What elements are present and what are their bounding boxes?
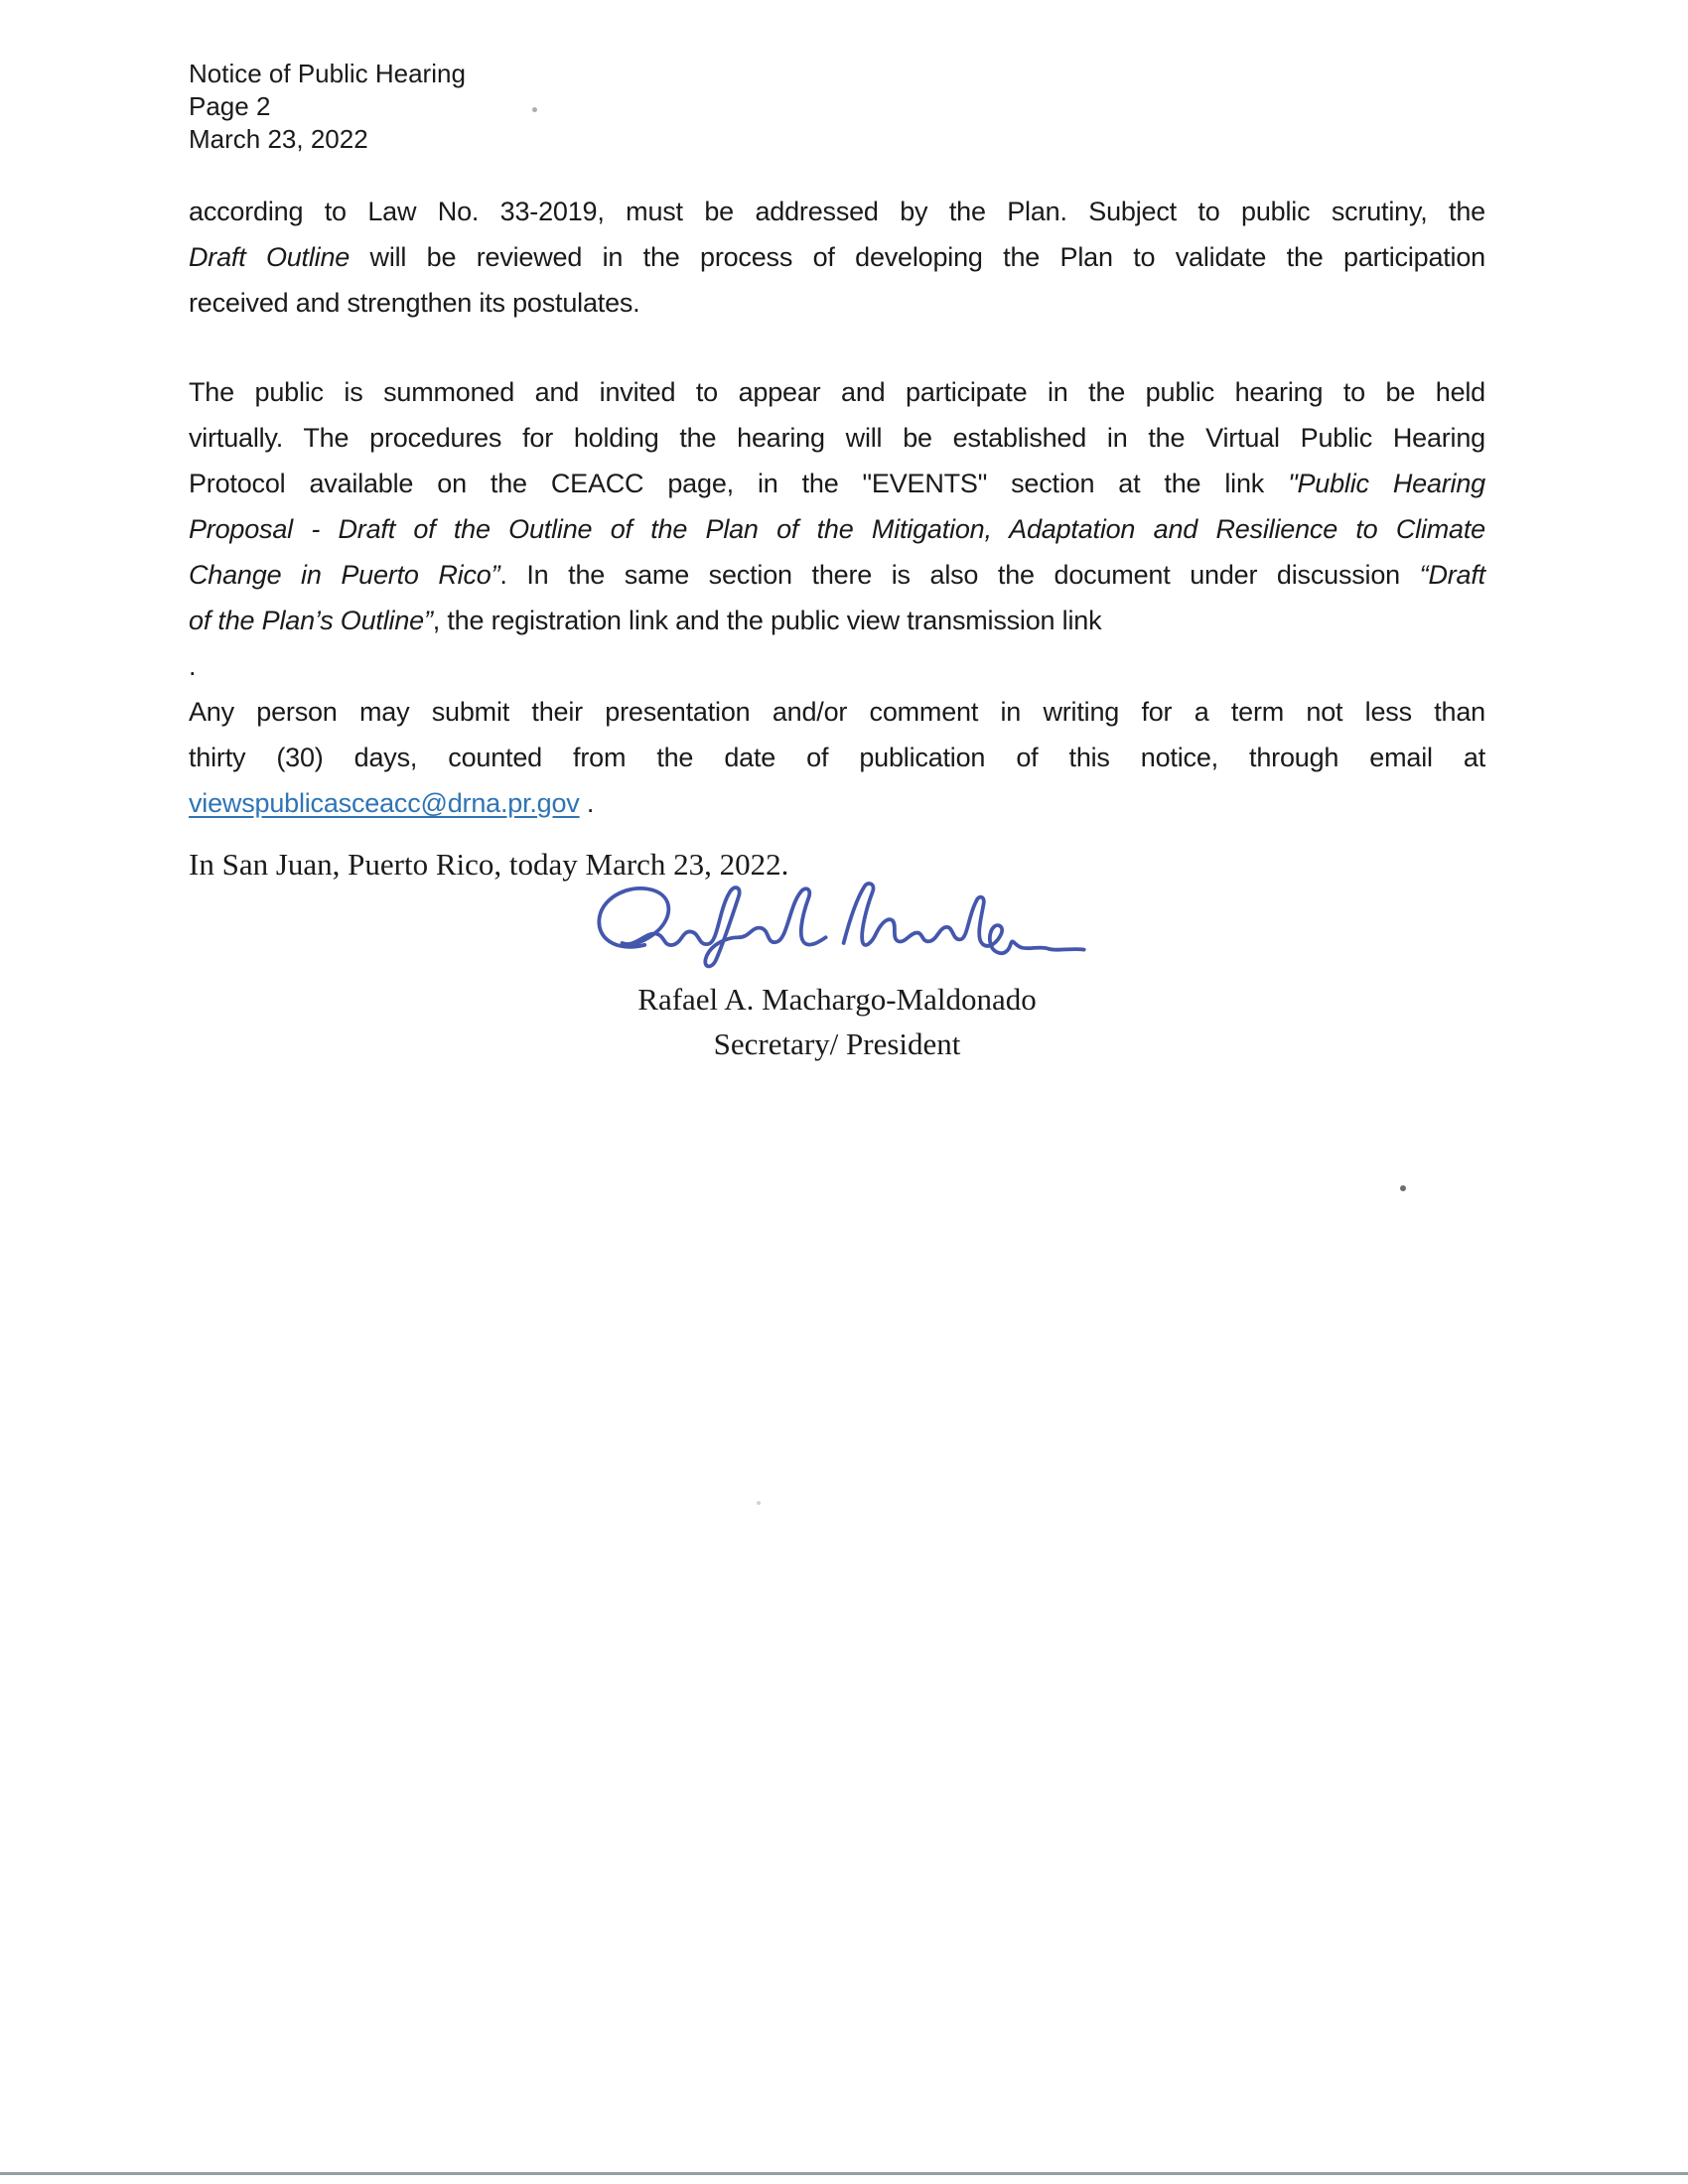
scan-speck <box>532 107 537 112</box>
text-run: will be reviewed in the process of developing the Plan to validate the participation <box>350 242 1485 272</box>
text-run: of the Plan’s Outline” <box>189 606 433 635</box>
text-line <box>189 780 1485 826</box>
text-line <box>189 598 1485 643</box>
paragraph <box>189 689 1485 826</box>
text-line <box>189 552 1485 598</box>
text-run: , the registration link and the public view transmission link <box>432 606 1102 635</box>
text-run: The public is summoned and invited to appear and participate in the public hearing to be held <box>189 377 1485 407</box>
signer-name: Rafael A. Machargo-Maldonado <box>637 982 1037 1017</box>
text-run: “Draft <box>1419 560 1485 590</box>
signature-block <box>189 874 1485 1066</box>
text-line <box>189 189 1485 234</box>
signature-ink <box>574 874 1100 977</box>
header-title: Notice of Public Hearing <box>189 59 466 88</box>
text-line <box>189 735 1485 780</box>
text-run: virtually. The procedures for holding the hearing will be established in the Virtual Public Hearing <box>189 423 1485 453</box>
scan-speck <box>757 1501 761 1505</box>
paragraph <box>189 369 1485 643</box>
header-date: March 23, 2022 <box>189 124 368 154</box>
paragraph <box>189 643 1485 689</box>
text-run: received and strengthen its postulates. <box>189 288 640 318</box>
text-run: "Public Hearing <box>1288 469 1485 498</box>
page-header <box>189 58 466 156</box>
text-line <box>189 280 1485 326</box>
scan-speck <box>1400 1185 1406 1191</box>
text-run: thirty (30) days, counted from the date of publication of this notice, through email at <box>189 743 1485 772</box>
text-run: . <box>579 788 595 818</box>
text-run: Protocol available on the CEACC page, in the "EVENTS" section at the link <box>189 469 1289 498</box>
text-run: Change in Puerto Rico” <box>189 560 500 590</box>
email-link[interactable]: viewspublicasceacc@drna.pr.gov <box>189 788 580 818</box>
body-paragraphs <box>189 189 1485 826</box>
signer-title: Secretary/ President <box>713 1026 961 1061</box>
text-run: . <box>189 651 197 681</box>
text-line <box>189 369 1485 415</box>
paragraph <box>189 189 1485 326</box>
header-page-number: Page 2 <box>189 91 271 121</box>
text-line <box>189 234 1485 280</box>
text-run: Draft Outline <box>189 242 351 272</box>
text-line <box>189 506 1485 552</box>
text-run: . In the same section there is also the document under discussion <box>499 560 1420 590</box>
text-run: Proposal - Draft of the Outline of the Plan of the Mitigation, Adaptation and Resilience to Climate <box>189 514 1485 544</box>
text-line <box>189 643 1485 689</box>
letter-body <box>189 189 1485 1066</box>
text-run: according to Law No. 33-2019, must be addressed by the Plan. Subject to public scrutiny, the <box>189 197 1485 226</box>
text-run: Any person may submit their presentation and/or comment in writing for a term not less than <box>189 697 1485 727</box>
text-line <box>189 461 1485 506</box>
text-line <box>189 689 1485 735</box>
closing-line: In San Juan, Puerto Rico, today March 23, 2022. <box>189 847 789 882</box>
scan-edge-line <box>0 2172 1688 2175</box>
text-line <box>189 415 1485 461</box>
